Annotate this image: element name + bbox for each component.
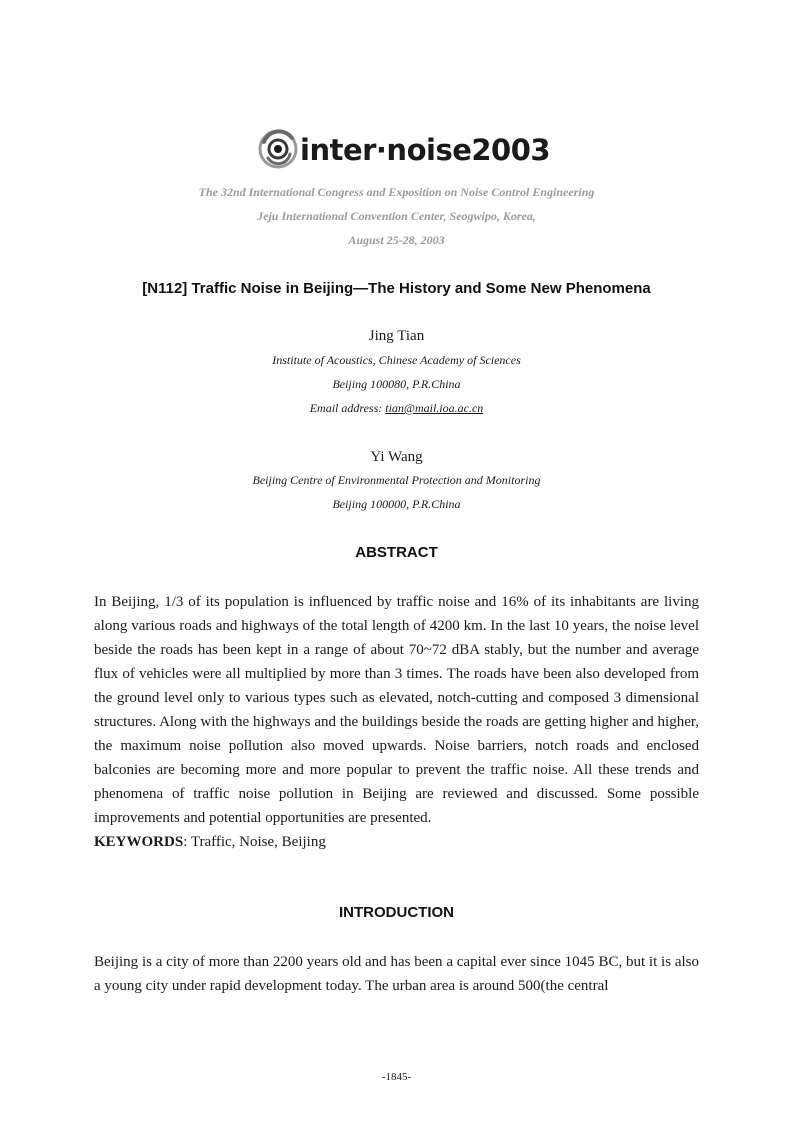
paper-title: [N112] Traffic Noise in Beijing—The History and Some New Phenomena	[142, 280, 651, 297]
author-email-line	[0, 401, 793, 416]
logo-wordmark: inter·noise2003	[300, 133, 551, 167]
author-affiliation: Beijing Centre of Environmental Protection and Monitoring	[252, 473, 541, 487]
author-address: Beijing 100080, P.R.China	[332, 377, 461, 391]
page-number: -1845-	[381, 1071, 412, 1083]
introduction-text: Beijing is a city of more than 2200 years old and has been a capital ever since 1045 BC, but it is also a young city under rapid development today. The urban area is around 500(the central	[94, 954, 699, 994]
keywords-list: : Traffic, Noise, Beijing	[183, 834, 326, 850]
conference-logo	[256, 120, 550, 174]
author-affiliation: Institute of Acoustics, Chinese Academy of Sciences	[272, 353, 521, 367]
author-address: Beijing 100000, P.R.China	[332, 497, 461, 511]
introduction-heading: INTRODUCTION	[339, 904, 454, 921]
abstract-section	[94, 590, 699, 854]
swirl-logo-icon	[256, 120, 300, 174]
author-name: Jing Tian	[368, 328, 425, 344]
conference-dates: August 25-28, 2003	[348, 233, 445, 247]
keywords-line	[94, 830, 699, 854]
email-link[interactable]: tian@mail.ioa.ac.cn	[385, 401, 484, 415]
email-label: Email address:	[309, 401, 386, 415]
conference-venue: Jeju International Convention Center, Seogwipo, Korea,	[257, 209, 536, 223]
abstract-text: In Beijing, 1/3 of its population is influenced by traffic noise and 16% of its inhabitants are living along various roads and highways of the total length of 4200 km. In the last 10 years, the noise level beside the roads has been kept in a range of about 70~72 dBA stably, but the number and average flux of vehicles were all multiplied by more than 3 times. The roads have been also developed from the ground level only to various types such as elevated, notch-cutting and composed 3 dimensional structures. Along with the highways and the buildings beside the roads are getting higher and higher, the maximum noise pollution also moved upwards. Noise barriers, notch roads and enclosed balconies are becoming more and more popular to prevent the traffic noise. All these trends and phenomena of traffic noise pollution in Beijing are reviewed and discussed. Some possible improvements and potential opportunities are presented.	[94, 594, 699, 826]
keywords-label: KEYWORDS	[94, 834, 184, 850]
abstract-heading: ABSTRACT	[355, 544, 438, 561]
conference-name: The 32nd International Congress and Exposition on Noise Control Engineering	[198, 185, 595, 199]
author-name: Yi Wang	[370, 449, 423, 465]
